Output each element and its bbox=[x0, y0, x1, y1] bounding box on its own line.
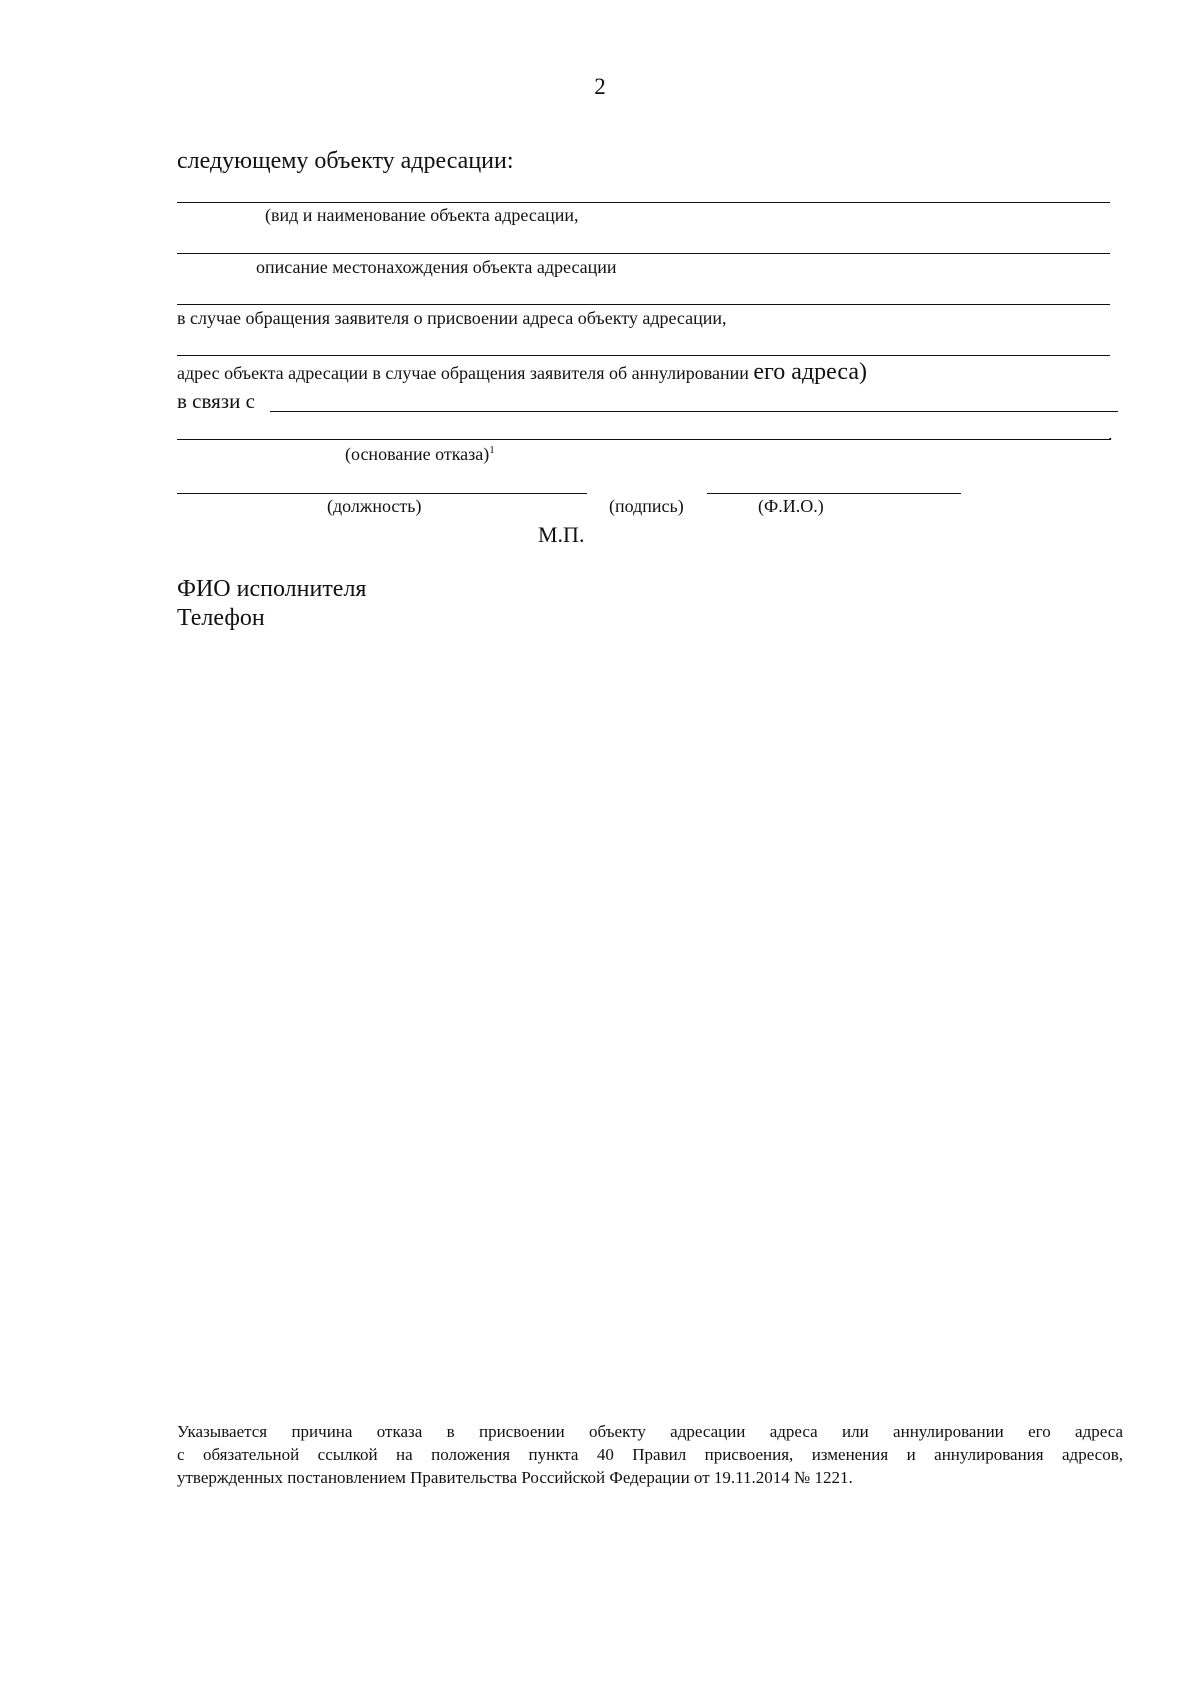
full-name-field-line[interactable] bbox=[707, 493, 961, 494]
footnote bbox=[177, 1420, 1123, 1489]
location-description-field-line[interactable] bbox=[177, 253, 1110, 254]
footnote-line-3: утвержденных постановлением Правительства Российской Федерации от 19.11.2014 № 1221. bbox=[177, 1468, 853, 1487]
executor-phone-label: Телефон bbox=[177, 605, 265, 631]
position-caption: (должность) bbox=[327, 496, 422, 516]
object-name-field-line[interactable] bbox=[177, 202, 1110, 203]
address-cancel-caption-part1: адрес объекта адресации в случае обращения заявителя об аннулировании bbox=[177, 363, 754, 383]
refusal-basis-caption-text: (основание отказа) bbox=[345, 444, 490, 464]
location-description-caption: описание местонахождения объекта адресации bbox=[256, 257, 617, 277]
due-to-field-line[interactable] bbox=[270, 411, 1118, 412]
assign-case-field-line[interactable] bbox=[177, 304, 1110, 305]
stamp-place: М.П. bbox=[538, 522, 585, 547]
position-field-line[interactable] bbox=[177, 493, 587, 494]
due-to-label: в связи с bbox=[177, 389, 255, 413]
trailing-dot: . bbox=[1108, 424, 1113, 444]
signature-caption: (подпись) bbox=[609, 496, 684, 516]
footnote-line-2: с обязательной ссылкой на положения пункта 40 Правил присвоения, изменения и аннулирования адресов, bbox=[177, 1445, 1123, 1464]
full-name-caption: (Ф.И.О.) bbox=[758, 496, 824, 516]
address-cancel-caption bbox=[177, 359, 867, 386]
address-cancel-field-line[interactable] bbox=[177, 355, 1110, 356]
refusal-basis-caption bbox=[345, 444, 495, 465]
address-cancel-caption-part2: его адреса) bbox=[753, 359, 868, 385]
executor-name-label: ФИО исполнителя bbox=[177, 576, 367, 602]
assign-case-caption: в случае обращения заявителя о присвоении адреса объекту адресации, bbox=[177, 308, 727, 328]
object-name-caption: (вид и наименование объекта адресации, bbox=[265, 205, 579, 225]
page-number: 2 bbox=[594, 74, 606, 99]
refusal-basis-field-line[interactable] bbox=[177, 439, 1110, 440]
footnote-line-1: Указывается причина отказа в присвоении объекту адресации адреса или аннулировании его адреса bbox=[177, 1422, 1123, 1441]
footnote-mark: 1 bbox=[489, 444, 495, 456]
intro-text: следующему объекту адресации: bbox=[177, 148, 514, 174]
